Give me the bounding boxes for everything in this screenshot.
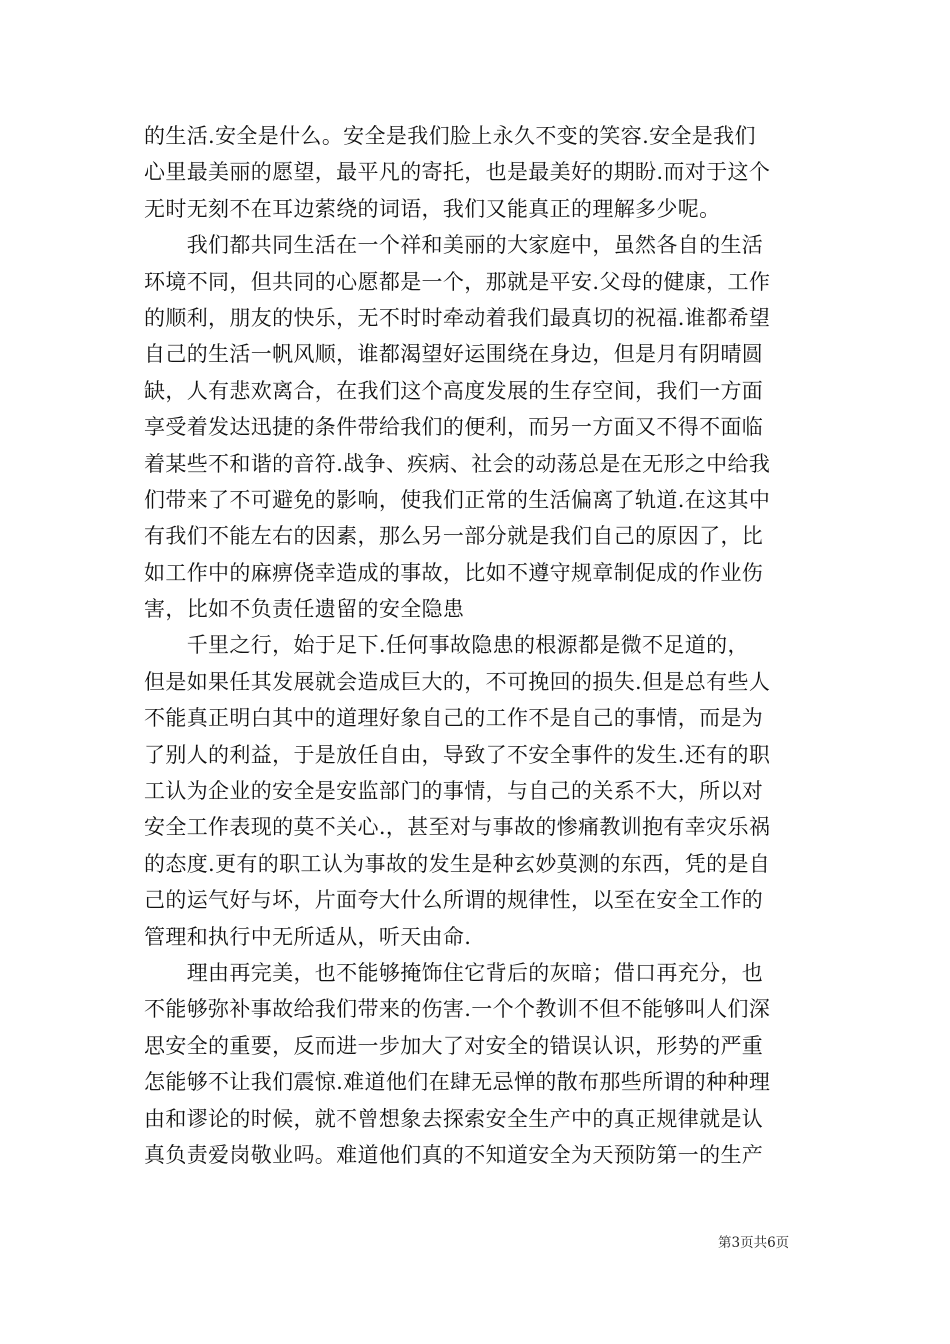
text-line: 的顺利，朋友的快乐，无不时时牵动着我们最真切的祝福.谁都希望: [144, 305, 771, 330]
text-line: 理由再完美，也不能够掩饰住它背后的灰暗；借口再充分，也: [144, 960, 764, 985]
text-line: 着某些不和谐的音符.战争、疾病、社会的动荡总是在无形之中给我: [144, 451, 771, 476]
text-line: 真负责爱岗敬业吗。难道他们真的不知道安全为天预防第一的生产: [144, 1142, 764, 1167]
text-line: 怎能够不让我们震惊.难道他们在肆无忌惮的散布那些所谓的种种理: [144, 1070, 771, 1095]
text-line: 思安全的重要，反而进一步加大了对安全的错误认识，形势的严重: [144, 1033, 764, 1058]
text-line: 心里最美丽的愿望，最平凡的寄托，也是最美好的期盼.而对于这个: [144, 160, 771, 185]
text-line: 了别人的利益，于是放任自由，导致了不安全事件的发生.还有的职: [144, 742, 771, 767]
text-line: 缺，人有悲欢离合，在我们这个高度发展的生存空间，我们一方面: [144, 378, 764, 403]
text-line: 们带来了不可避免的影响，使我们正常的生活偏离了轨道.在这其中: [144, 487, 771, 512]
text-line: 由和谬论的时候，就不曾想象去探索安全生产中的真正规律就是认: [144, 1106, 764, 1131]
text-line: 但是如果任其发展就会造成巨大的，不可挽回的损失.但是总有些人: [144, 669, 771, 694]
text-line: 环境不同，但共同的心愿都是一个，那就是平安.父母的健康，工作: [144, 269, 771, 294]
text-line: 的态度.更有的职工认为事故的发生是种玄妙莫测的东西，凭的是自: [144, 851, 771, 876]
text-line: 己的运气好与坏，片面夸大什么所谓的规律性，以至在安全工作的: [144, 888, 764, 913]
text-line: 不能真正明白其中的道理好象自己的工作不是自己的事情，而是为: [144, 706, 764, 731]
text-line: 不能够弥补事故给我们带来的伤害.一个个教训不但不能够叫人们深: [144, 997, 771, 1022]
text-line: 安全工作表现的莫不关心.，甚至对与事故的惨痛教训抱有幸灾乐祸: [144, 815, 771, 840]
text-line: 无时无刻不在耳边萦绕的词语，我们又能真正的理解多少呢。: [144, 196, 721, 221]
text-line: 自己的生活一帆风顺，谁都渴望好运围绕在身边，但是月有阴晴圆: [144, 342, 764, 367]
text-line: 的生活.安全是什么。安全是我们脸上永久不变的笑容.安全是我们: [144, 124, 756, 148]
text-line: 害，比如不负责任遗留的安全隐患: [144, 597, 465, 622]
text-line: 工认为企业的安全是安监部门的事情，与自己的关系不大，所以对: [144, 779, 764, 804]
text-line: 享受着发达迅捷的条件带给我们的便利，而另一方面又不得不面临: [144, 415, 764, 440]
text-line: 如工作中的麻痹侥幸造成的事故，比如不遵守规章制促成的作业伤: [144, 560, 764, 585]
text-line: 千里之行，始于足下.任何事故隐患的根源都是微不足道的，: [144, 633, 749, 658]
text-line: 我们都共同生活在一个祥和美丽的大家庭中，虽然各自的生活: [144, 233, 764, 258]
page-number: 第3页共6页: [718, 1235, 790, 1251]
text-line: 有我们不能左右的因素，那么另一部分就是我们自己的原因了，比: [144, 524, 764, 549]
text-line: 管理和执行中无所适从，听天由命.: [144, 924, 472, 949]
document-body: [144, 118, 808, 1173]
